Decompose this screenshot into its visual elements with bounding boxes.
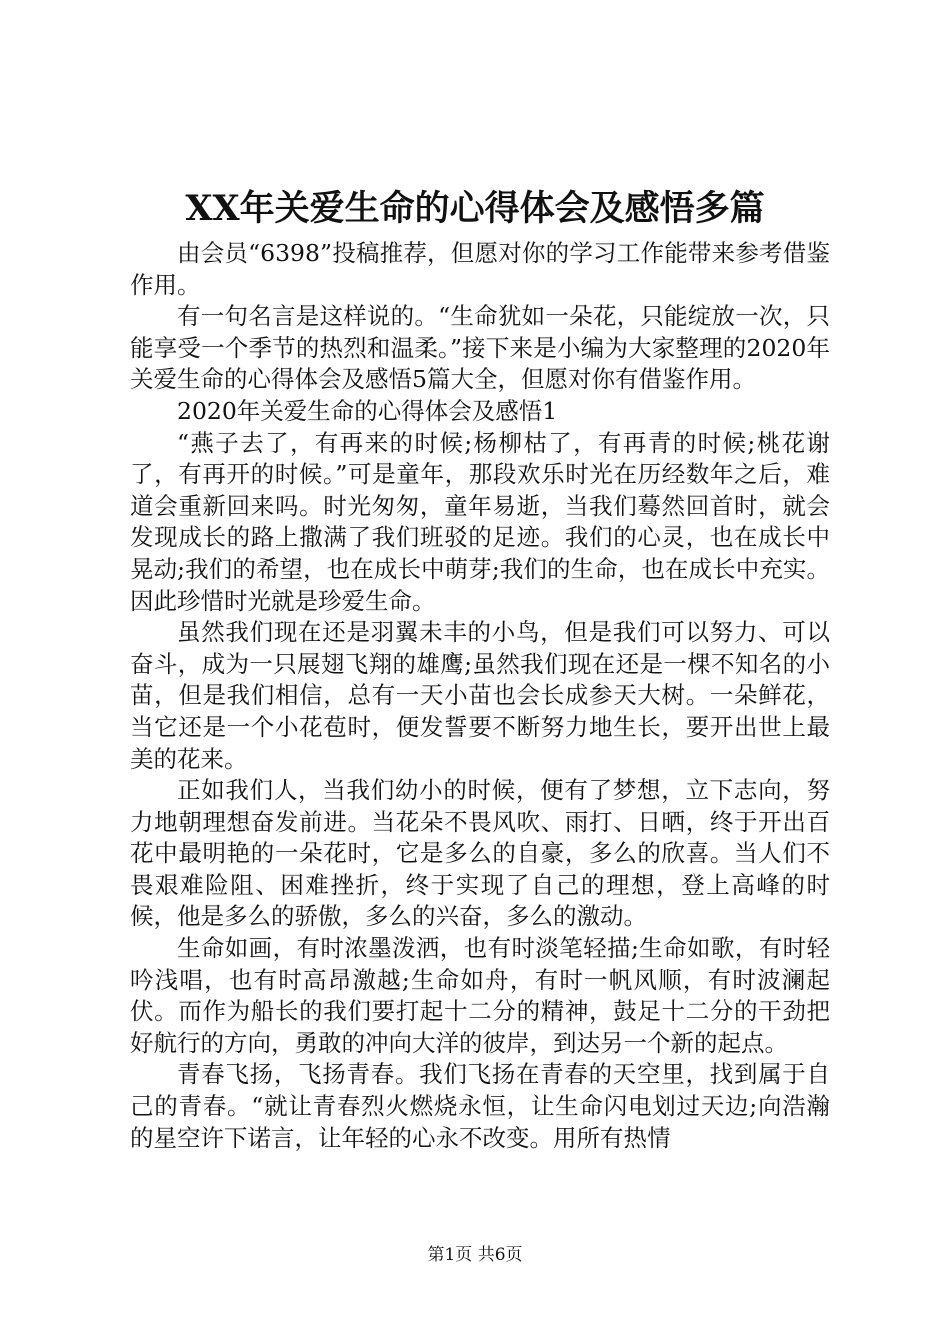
paragraph-body: 青春飞扬，飞扬青春。我们飞扬在青春的天空里，找到属于自己的青春。“就让青春烈火燃烧永恒，让生命闪电划过天边;向浩瀚的星空许下诺言，让年轻的心永不改变。用所有热情 <box>130 1060 830 1152</box>
paragraph-body: “燕子去了，有再来的时候;杨柳枯了，有再青的时候;桃花谢了，有再开的时候。”可是童年，那段欢乐时光在历经数年之后，难道会重新回来吗。时光匆匆，童年易逝，当我们蓦然回首时，就会发现成长的路上撒满了我们班驳的足迹。我们的心灵，也在成长中晃动;我们的希望，也在成长中萌芽;我们的生命，也在成长中充实。因此珍惜时光就是珍爱生命。 <box>130 428 830 615</box>
page-footer: 第1页 共6页 <box>427 1245 523 1265</box>
section-heading: 2020年关爱生命的心得体会及感悟1 <box>177 396 558 425</box>
document-title: XX年关爱生命的心得体会及感悟多篇 <box>185 188 765 229</box>
paragraph-body: 正如我们人，当我们幼小的时候，便有了梦想，立下志向，努力地朝理想奋发前进。当花朵不畏风吹、雨打、日晒，终于开出百花中最明艳的一朵花时，它是多么的自豪，多么的欣喜。当人们不畏艰难险阻、困难挫折，终于实现了自己的理想，登上高峰的时候，他是多么的骄傲，多么的兴奋，多么的激动。 <box>130 776 830 931</box>
document-body <box>130 238 830 1154</box>
paragraph-body: 虽然我们现在还是羽翼未丰的小鸟，但是我们可以努力、可以奋斗，成为一只展翅飞翔的雄鹰;虽然我们现在还是一棵不知名的小苗，但是我们相信，总有一天小苗也会长成参天大树。一朵鲜花，当它还是一个小花苞时，便发誓要不断努力地生长，要开出世上最美的花来。 <box>130 618 830 773</box>
paragraph-quote-intro: 有一句名言是这样说的。“生命犹如一朵花，只能绽放一次，只能享受一个季节的热烈和温柔。”接下来是小编为大家整理的2020年关爱生命的心得体会及感悟5篇大全，但愿对你有借鉴作用。 <box>130 302 830 394</box>
paragraph-body: 生命如画，有时浓墨泼洒，也有时淡笔轻描;生命如歌，有时轻吟浅唱，也有时高昂激越;生命如舟，有时一帆风顺，有时波澜起伏。而作为船长的我们要打起十二分的精神，鼓足十二分的干劲把好航行的方向，勇敢的冲向大洋的彼岸，到达另一个新的起点。 <box>130 934 830 1057</box>
paragraph-intro: 由会员“6398”投稿推荐，但愿对你的学习工作能带来参考借鉴作用。 <box>130 239 830 299</box>
